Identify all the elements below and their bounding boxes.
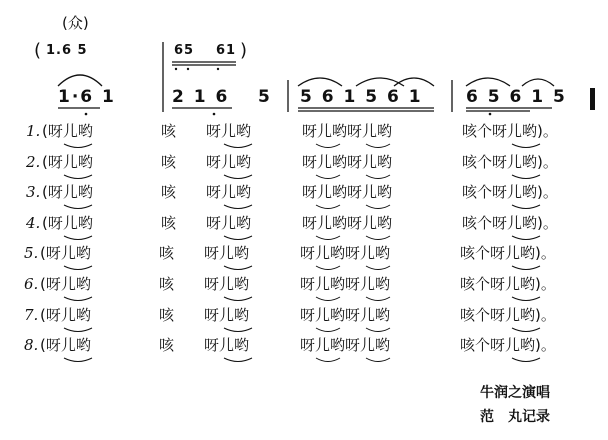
verse-lyric-5: 咳个呀儿哟)。 — [462, 183, 558, 201]
lyric-slur — [224, 358, 252, 362]
lyric-slur — [316, 297, 340, 301]
lyric-slur — [366, 328, 390, 332]
recorder-credit: 范 丸记录 — [480, 409, 550, 425]
lyric-slur — [512, 297, 540, 301]
verse-lyric-3: 呀儿哟 — [204, 336, 250, 354]
verse-lyric-4: 呀儿哟呀儿哟 — [302, 214, 393, 232]
lyric-slur — [64, 144, 92, 148]
verse-lyric-5: 咳个呀儿哟)。 — [460, 336, 556, 354]
lyric-slur — [224, 175, 252, 179]
verse-lyric-2: 咳 — [159, 306, 175, 324]
verse-number: 1. — [26, 122, 41, 140]
lyric-slur — [512, 358, 540, 362]
slur-measure-2b — [356, 78, 404, 86]
verse-lyric-1: (呀儿哟 — [42, 214, 93, 232]
lyric-slur — [366, 205, 390, 209]
upper-open-paren: ( — [34, 40, 42, 61]
lyric-slur — [512, 328, 540, 332]
slur-measure-3b — [522, 79, 554, 86]
verse-lyric-5: 咳个呀儿哟)。 — [462, 214, 558, 232]
verse-lyric-5: 咳个呀儿哟)。 — [462, 122, 558, 140]
verse-number: 8. — [24, 336, 39, 354]
verse-lyric-2: 咳 — [161, 153, 177, 171]
verse-lyric-1: (呀儿哟 — [40, 306, 91, 324]
notes-measure-0: 1·6 1 — [58, 87, 116, 107]
lyric-slur — [224, 266, 252, 270]
verse-lyric-4: 呀儿哟呀儿哟 — [302, 153, 393, 171]
verse-number: 4. — [26, 214, 41, 232]
verse-lyric-2: 咳 — [159, 244, 175, 262]
verse-lyric-5: 咳个呀儿哟)。 — [460, 244, 556, 262]
upper-notes-c: 61 — [216, 43, 237, 58]
slur-measure-3a — [466, 78, 510, 86]
verse-lyric-4: 呀儿哟呀儿哟 — [300, 275, 391, 293]
notes-measure-1a: 2 1 6 — [172, 87, 230, 107]
upper-notes-a: 1.6 5 — [46, 43, 88, 58]
verse-lyric-2: 咳 — [161, 122, 177, 140]
verse-lyric-5: 咳个呀儿哟)。 — [460, 306, 556, 324]
verse-lyric-4: 呀儿哟呀儿哟 — [300, 336, 391, 354]
verse-lyric-5: 咳个呀儿哟)。 — [460, 275, 556, 293]
upper-close-paren: ) — [240, 40, 248, 61]
lyric-slur — [64, 297, 92, 301]
lyric-slur — [512, 175, 540, 179]
lyric-slur — [316, 328, 340, 332]
slur-measure-2c — [394, 78, 434, 86]
verse-lyric-1: (呀儿哟 — [40, 275, 91, 293]
verse-number: 3. — [26, 183, 41, 201]
verse-lyric-1: (呀儿哟 — [42, 183, 93, 201]
notes-measure-3: 6 5 6 1 5 — [466, 87, 567, 107]
verse-lyric-1: (呀儿哟 — [42, 153, 93, 171]
lyric-slur — [64, 175, 92, 179]
slur-measure-0 — [58, 75, 102, 86]
chorus-marker: (众) — [62, 14, 89, 32]
lyric-slur — [512, 236, 540, 240]
verse-number: 5. — [24, 244, 39, 262]
verse-lyric-3: 呀儿哟 — [204, 306, 250, 324]
lyric-slur — [316, 358, 340, 362]
verse-lyric-1: (呀儿哟 — [42, 122, 93, 140]
verse-lyric-2: 咳 — [161, 183, 177, 201]
lyric-slur — [366, 358, 390, 362]
lyric-slur — [316, 205, 340, 209]
verse-number: 7. — [24, 306, 39, 324]
lyric-slur — [64, 236, 92, 240]
lyric-slur — [64, 358, 92, 362]
lyric-slur — [316, 266, 340, 270]
verse-lyric-1: (呀儿哟 — [40, 336, 91, 354]
lyric-slur — [512, 144, 540, 148]
lyric-slur — [366, 175, 390, 179]
slur-measure-2a — [298, 78, 342, 86]
verse-lyric-4: 呀儿哟呀儿哟 — [300, 244, 391, 262]
lyric-slur — [224, 236, 252, 240]
lyric-slur — [316, 144, 340, 148]
lyric-slur — [366, 236, 390, 240]
lyric-slur — [64, 328, 92, 332]
lyric-slur — [316, 175, 340, 179]
verse-lyric-3: 呀儿哟 — [204, 275, 250, 293]
verse-lyric-5: 咳个呀儿哟)。 — [462, 153, 558, 171]
lyric-slur — [512, 205, 540, 209]
verse-lyric-1: (呀儿哟 — [40, 244, 91, 262]
verse-number: 6. — [24, 275, 39, 293]
verse-lyric-2: 咳 — [159, 275, 175, 293]
lyric-slur — [64, 266, 92, 270]
verse-lyric-4: 呀儿哟呀儿哟 — [302, 183, 393, 201]
lyric-slur — [224, 328, 252, 332]
lyric-slur — [366, 297, 390, 301]
verse-lyric-2: 咳 — [159, 336, 175, 354]
upper-notes-b: 65 — [174, 43, 195, 58]
lyric-slur — [224, 144, 252, 148]
notes-measure-2: 5 6 1 5 6 1 — [300, 87, 423, 107]
verse-lyric-2: 咳 — [161, 214, 177, 232]
final-barline — [590, 88, 595, 110]
verse-lyric-3: 呀儿哟 — [206, 122, 252, 140]
lyric-slur — [366, 266, 390, 270]
lyric-slur — [224, 297, 252, 301]
verse-lyric-3: 呀儿哟 — [204, 244, 250, 262]
lyric-slur — [316, 236, 340, 240]
singer-credit: 牛润之演唱 — [480, 385, 550, 401]
notes-measure-1b: 5 — [258, 87, 272, 107]
verse-lyric-4: 呀儿哟呀儿哟 — [300, 306, 391, 324]
verse-lyric-3: 呀儿哟 — [206, 153, 252, 171]
lyric-slur — [64, 205, 92, 209]
verse-lyric-3: 呀儿哟 — [206, 183, 252, 201]
lyric-slur — [512, 266, 540, 270]
lyric-slur — [366, 144, 390, 148]
verse-lyric-4: 呀儿哟呀儿哟 — [302, 122, 393, 140]
verse-lyric-3: 呀儿哟 — [206, 214, 252, 232]
verse-number: 2. — [26, 153, 41, 171]
lyric-slur — [224, 205, 252, 209]
